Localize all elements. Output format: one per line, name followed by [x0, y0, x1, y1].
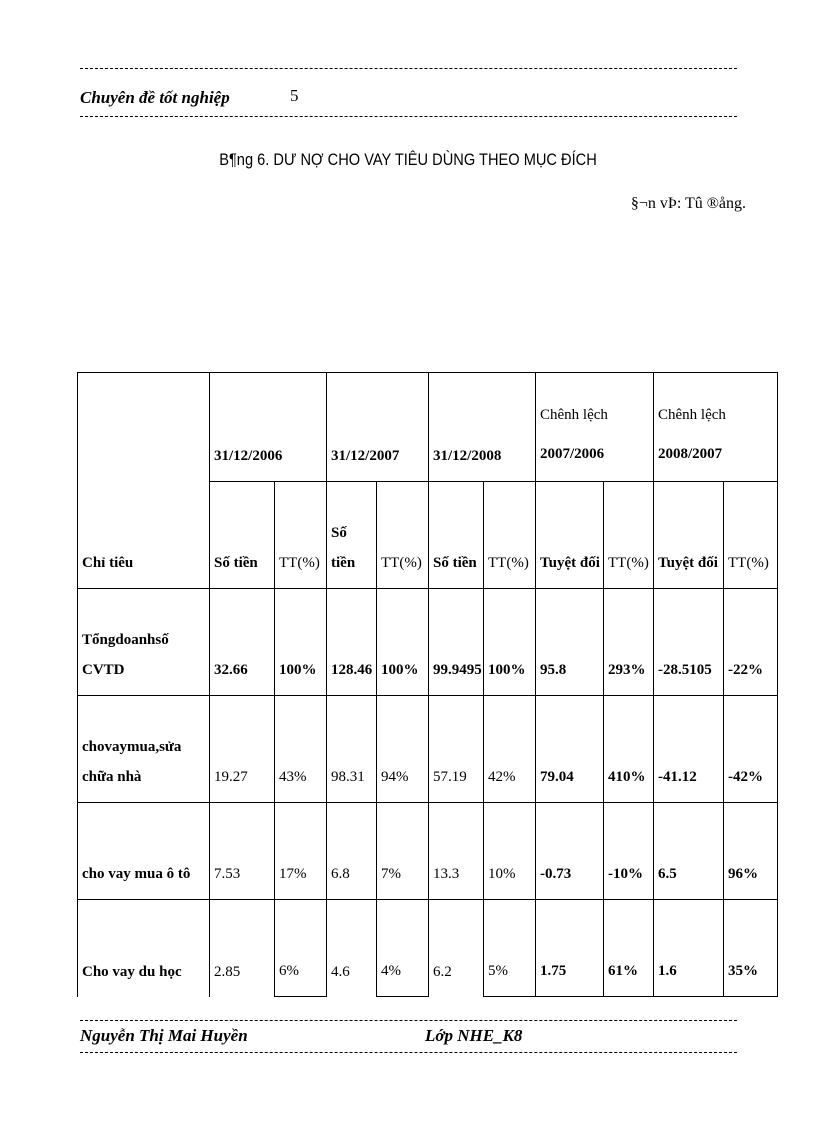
table-cell: 2.85	[210, 900, 275, 997]
table-cell: 410%	[604, 696, 654, 803]
table-cell: 43%	[275, 696, 327, 803]
table-cell: 94%	[377, 696, 429, 803]
table-row	[78, 803, 778, 900]
table-cell: 19.27	[210, 696, 275, 803]
table-cell: 100%	[484, 589, 536, 696]
table-cell: 98.31	[327, 696, 377, 803]
col-header-tt: TT(%)	[484, 482, 536, 589]
col-header-chi-tieu: Chỉ tiêu	[78, 373, 210, 589]
row-label: chovaymua,sửa chữa nhà	[78, 696, 210, 803]
table-cell: 4.6	[327, 900, 377, 997]
group-header-2008: 31/12/2008	[429, 373, 536, 482]
group-header-diff-2008-2007	[654, 373, 778, 482]
table-cell: 128.46	[327, 589, 377, 696]
row-label: Tổngdoanhsố CVTD	[78, 589, 210, 696]
table-cell: 57.19	[429, 696, 484, 803]
row-label: Cho vay du học	[78, 900, 210, 997]
col-header-tuyet-doi: Tuyệt đối	[536, 482, 604, 589]
table-cell: 4%	[377, 900, 429, 997]
table-cell: 100%	[377, 589, 429, 696]
group-header-diff-label: Chênh lệch	[658, 407, 726, 423]
table-cell: 79.04	[536, 696, 604, 803]
footer-class: Lớp NHE_K8	[425, 1026, 523, 1045]
unit-label: §¬n vÞ: Tû ®ång.	[630, 195, 746, 212]
col-header-so-tien: Số tiền	[429, 482, 484, 589]
table-cell: -41.12	[654, 696, 724, 803]
table-cell: 42%	[484, 696, 536, 803]
header-rule-bottom	[80, 116, 737, 117]
footer-author: Nguyễn Thị Mai Huyền	[80, 1026, 248, 1045]
table-cell: -22%	[724, 589, 778, 696]
table-cell: 99.9495	[429, 589, 484, 696]
header-row-groups	[78, 373, 778, 482]
table-cell: 96%	[724, 803, 778, 900]
table-cell: -28.5105	[654, 589, 724, 696]
group-header-diff-period: 2007/2006	[540, 446, 605, 462]
table-row	[78, 900, 778, 997]
group-header-2006: 31/12/2006	[210, 373, 327, 482]
footer-rule-top	[80, 1020, 737, 1021]
col-header-tt: TT(%)	[724, 482, 778, 589]
table-cell: 32.66	[210, 589, 275, 696]
row-label: cho vay mua ô tô	[78, 803, 210, 900]
document-header-title: Chuyên đề tốt nghiệp	[80, 88, 230, 107]
group-header-diff-label: Chênh lệch	[540, 407, 608, 423]
table-row	[78, 589, 778, 696]
table-cell: 6.8	[327, 803, 377, 900]
col-header-so-tien-split: Số tiền	[327, 482, 377, 589]
table-cell: 7%	[377, 803, 429, 900]
col-header-tuyet-doi: Tuyệt đối	[654, 482, 724, 589]
table-cell: 6.5	[654, 803, 724, 900]
col-header-tt: TT(%)	[275, 482, 327, 589]
table-cell: 293%	[604, 589, 654, 696]
footer-rule-bottom	[80, 1052, 737, 1053]
table-cell: 95.8	[536, 589, 604, 696]
table-cell: 6%	[275, 900, 327, 997]
table-cell: 6.2	[429, 900, 484, 997]
col-header-tt: TT(%)	[377, 482, 429, 589]
table-cell: 61%	[604, 900, 654, 997]
table-cell: 17%	[275, 803, 327, 900]
table-cell: -42%	[724, 696, 778, 803]
table-cell: -10%	[604, 803, 654, 900]
table-cell: 35%	[724, 900, 778, 997]
group-header-diff-2007-2006	[536, 373, 654, 482]
table-cell: 10%	[484, 803, 536, 900]
table-cell: -0.73	[536, 803, 604, 900]
page-number: 5	[290, 86, 299, 105]
group-header-2007: 31/12/2007	[327, 373, 429, 482]
table-cell: 13.3	[429, 803, 484, 900]
table-title: B¶ng 6. DƯ NỢ CHO VAY TIÊU DÙNG THEO MỤC ĐÍCH	[219, 150, 597, 169]
col-header-so-tien: Số tiền	[210, 482, 275, 589]
table-cell: 1.6	[654, 900, 724, 997]
table-cell: 7.53	[210, 803, 275, 900]
table-cell: 1.75	[536, 900, 604, 997]
table-row	[78, 696, 778, 803]
group-header-diff-period: 2008/2007	[658, 446, 723, 462]
header-rule-top	[80, 68, 737, 69]
col-header-tt: TT(%)	[604, 482, 654, 589]
data-table	[77, 372, 778, 997]
table-cell: 100%	[275, 589, 327, 696]
table-cell: 5%	[484, 900, 536, 997]
